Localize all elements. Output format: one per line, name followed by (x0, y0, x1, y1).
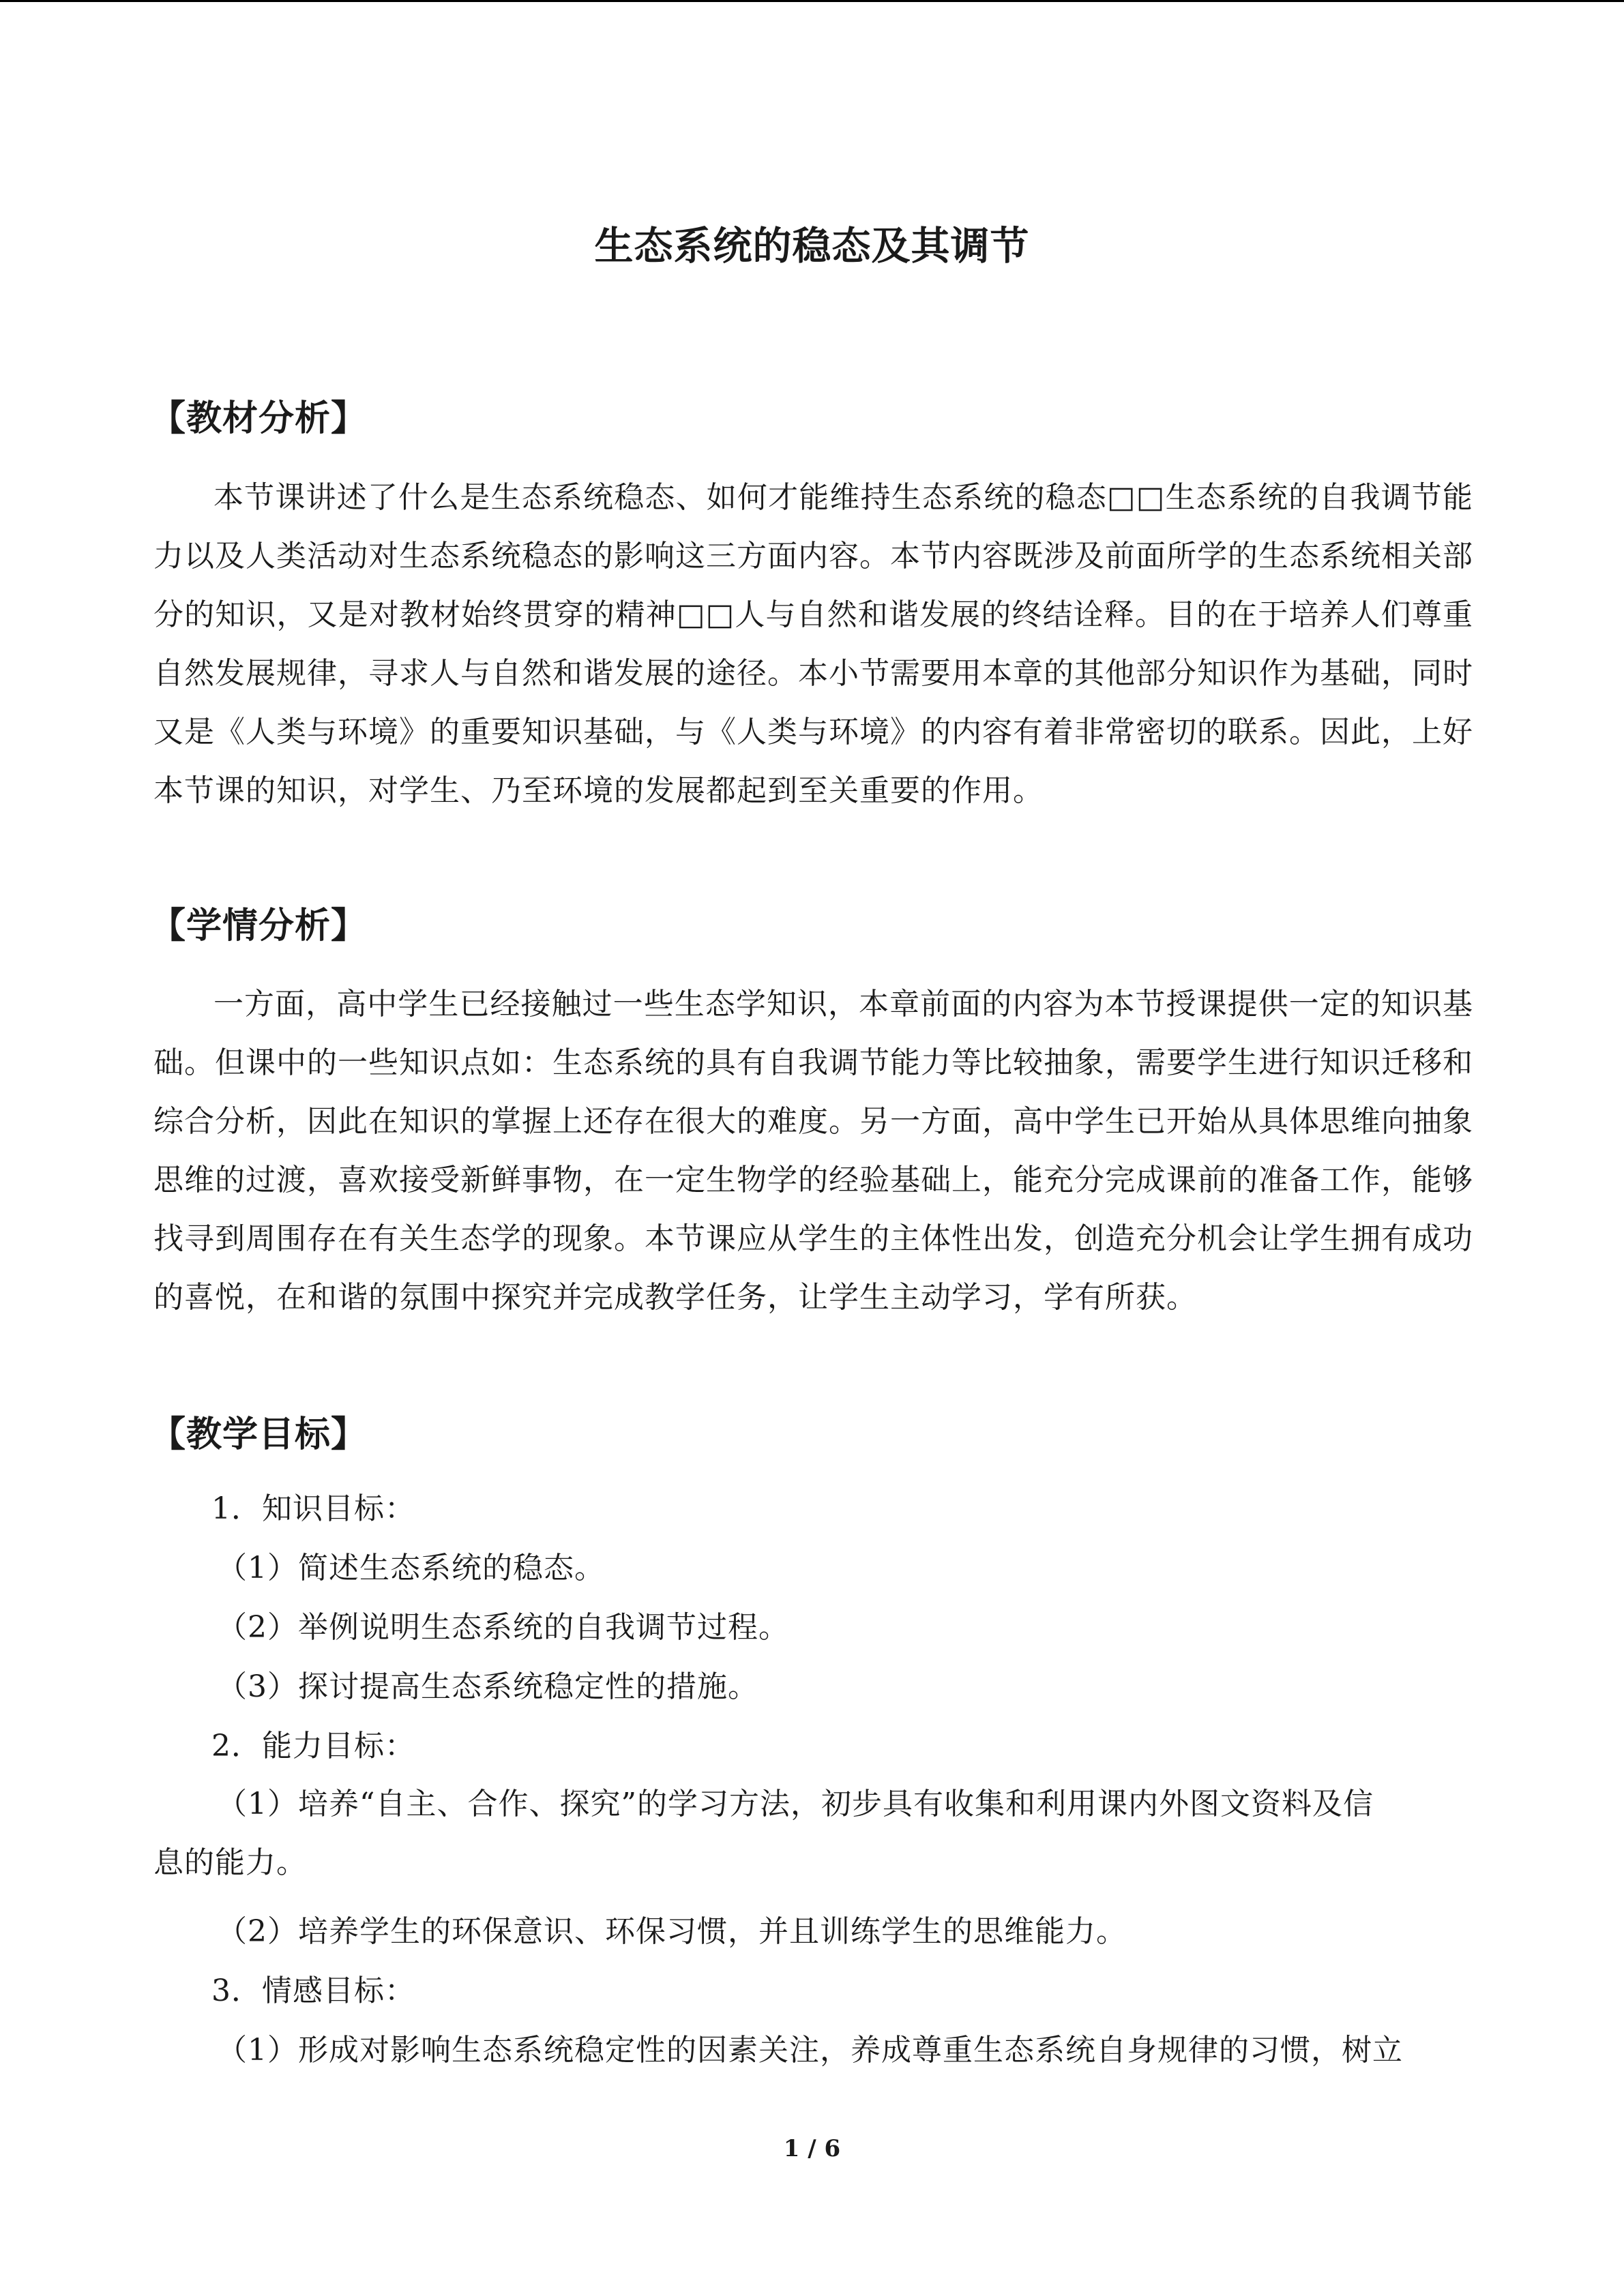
section-heading-students: 【学情分析】 (150, 906, 368, 946)
knowledge-objective-item: （1）简述生态系统的稳态。 (217, 1551, 605, 1585)
ability-objective-item: （2）培养学生的环保意识、环保习惯，并且训练学生的思维能力。 (217, 1914, 1127, 1949)
section-heading-objectives: 【教学目标】 (150, 1414, 368, 1455)
ability-objectives-label: 2．能力目标： (211, 1729, 415, 1763)
student-analysis-paragraph: 一方面，高中学生已经接触过一些生态学知识，本章前面的内容为本节授课提供一定的知识基础。但课中的一些知识点如：生态系统的具有自我调节能力等比较抽象，需要学生进行知识迁移和综合分析，因此在知识的掌握上还存在很大的难度。另一方面，高中学生已开始从具体思维向抽象思维的过渡，喜欢接受新鲜事物，在一定生物学的经验基础上，能充分完成课前的准备工作，能够找寻到周围存在有关生态学的现象。本节课应从学生的主体性出发，创造充分机会让学生拥有成功的喜悦，在和谐的氛围中探究并完成教学任务，让学生主动学习，学有所获。 (153, 987, 1473, 1315)
knowledge-objective-item: （3）探讨提高生态系统稳定性的措施。 (217, 1669, 758, 1704)
section-heading-material: 【教材分析】 (150, 398, 368, 439)
emotion-objective-item: （1）形成对影响生态系统稳定性的因素关注，养成尊重生态系统自身规律的习惯，树立 (217, 2033, 1403, 2068)
ability-objective-item-line: （1）培养“自主、合作、探究”的学习方法，初步具有收集和利用课内外图文资料及信 (217, 1787, 1374, 1821)
ability-objective-item (153, 1775, 1472, 1892)
knowledge-objectives-label: 1．知识目标： (211, 1491, 415, 1526)
knowledge-objective-item: （2）举例说明生态系统的自我调节过程。 (217, 1610, 789, 1645)
material-analysis-paragraph: 本节课讲述了什么是生态系统稳态、如何才能维持生态系统的稳态□□生态系统的自我调节能力以及人类活动对生态系统稳态的影响这三方面内容。本节内容既涉及前面所学的生态系统相关部分的知识，又是对教材始终贯穿的精神□□人与自然和谐发展的终结诠释。目的在于培养人们尊重自然发展规律，寻求人与自然和谐发展的途径。本小节需要用本章的其他部分知识作为基础，同时又是《人类与环境》的重要知识基础，与《人类与环境》的内容有着非常密切的联系。因此，上好本节课的知识，对学生、乃至环境的发展都起到至关重要的作用。 (153, 480, 1473, 808)
emotion-objectives-label: 3．情感目标： (211, 1973, 415, 2008)
page-title: 生态系统的稳态及其调节 (594, 224, 1030, 269)
ability-objective-item-continuation: 息的能力。 (153, 1845, 307, 1880)
page-number: 1 / 6 (783, 2135, 841, 2162)
